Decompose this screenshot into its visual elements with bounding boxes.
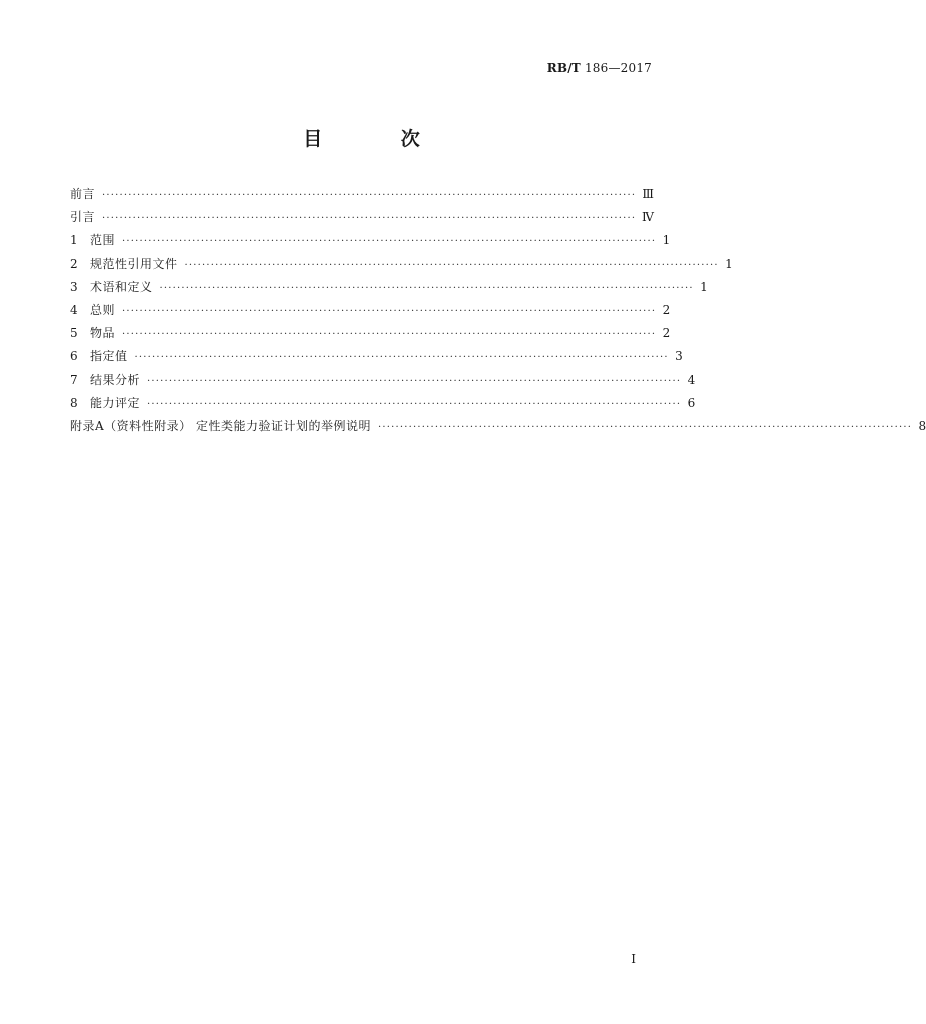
toc-leader-dots: ··························································································································	[377, 421, 913, 433]
toc-entry-6[interactable]	[70, 347, 683, 370]
toc-leader-dots: ··························································································································	[102, 213, 637, 225]
toc-entry-8[interactable]	[70, 394, 696, 417]
toc-entry-label: 总则	[90, 302, 116, 317]
toc-entry-label: 范围	[90, 233, 116, 248]
toc-entry-label: 规范性引用文件	[90, 256, 178, 271]
toc-entry-label: 前言	[70, 187, 96, 201]
toc-entry-5[interactable]	[70, 324, 671, 347]
toc-entry-page: 1	[662, 233, 671, 248]
toc-entry-number: 6	[70, 349, 78, 364]
toc-entry-2[interactable]	[70, 255, 733, 278]
toc-leader-dots: ··························································································································	[134, 352, 669, 364]
table-of-contents	[70, 185, 926, 440]
toc-entry-label: 能力评定	[90, 395, 141, 410]
toc-entry-label: 指定值	[90, 349, 128, 364]
toc-leader-dots: ··························································································································	[159, 282, 694, 294]
toc-entry-label: 术语和定义	[90, 279, 153, 294]
toc-leader-dots: ··························································································································	[122, 236, 657, 248]
toc-entry-number: 8	[70, 395, 78, 410]
toc-entry-number: 3	[70, 279, 78, 294]
standard-prefix: RB/T	[546, 61, 581, 75]
toc-leader-dots: ··························································································································	[147, 375, 682, 387]
toc-entry-1[interactable]	[70, 231, 671, 254]
page-number: I	[631, 952, 636, 966]
toc-entry-preface[interactable]	[70, 185, 654, 208]
toc-entry-number: 1	[70, 233, 78, 248]
toc-leader-dots: ··························································································································	[122, 305, 657, 317]
toc-entry-introduction[interactable]	[70, 208, 654, 231]
toc-entry-4[interactable]	[70, 301, 671, 324]
toc-entry-number: 7	[70, 372, 78, 387]
toc-entry-label: 附录A（资料性附录） 定性类能力验证计划的举例说明	[70, 418, 371, 433]
toc-leader-dots: ··························································································································	[122, 329, 657, 341]
toc-entry-label: 物品	[90, 326, 116, 341]
toc-entry-page: 1	[700, 279, 708, 294]
toc-entry-page: 4	[687, 372, 696, 387]
toc-entry-page: 1	[725, 256, 733, 271]
toc-entry-page: 8	[918, 418, 926, 433]
toc-entry-page: Ⅳ	[642, 210, 654, 225]
toc-leader-dots: ··························································································································	[102, 190, 637, 201]
standard-code	[547, 61, 652, 75]
toc-entry-page: Ⅲ	[642, 187, 654, 201]
page-title: 目 次	[303, 128, 456, 150]
standard-number: 186—2017	[584, 61, 652, 75]
toc-entry-page: 2	[662, 326, 671, 341]
toc-entry-number: 2	[70, 256, 78, 271]
toc-entry-number: 4	[70, 302, 78, 317]
toc-entry-page: 3	[675, 349, 683, 364]
toc-entry-7[interactable]	[70, 371, 696, 394]
toc-entry-appendix-a[interactable]	[70, 417, 926, 440]
toc-leader-dots: ··························································································································	[147, 398, 682, 410]
toc-entry-label: 引言	[70, 210, 96, 225]
toc-entry-page: 6	[687, 395, 696, 410]
toc-entry-page: 2	[662, 302, 671, 317]
toc-entry-label: 结果分析	[90, 372, 141, 387]
toc-entry-number: 5	[70, 326, 78, 341]
toc-entry-3[interactable]	[70, 278, 708, 301]
toc-leader-dots: ··························································································································	[184, 259, 719, 271]
